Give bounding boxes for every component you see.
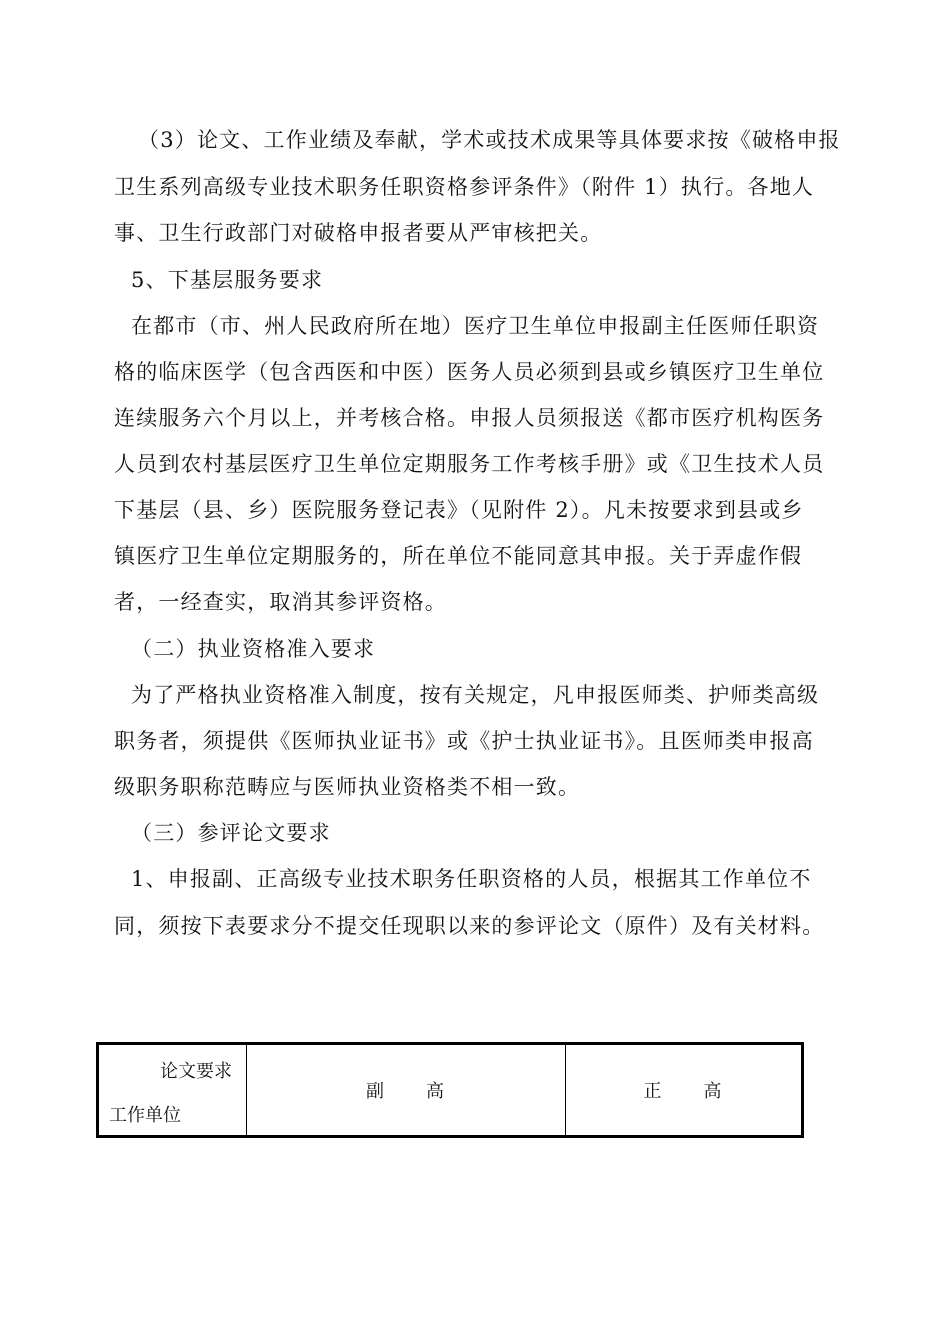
paragraph-line: 连续服务六个月以上，并考核合格。申报人员须报送《都市医疗机构医务	[114, 406, 825, 430]
paragraph-line: 为了严格执业资格准入制度，按有关规定，凡申报医师类、护师类高级	[131, 683, 820, 707]
paragraph-line: 级职务职称范畴应与医师执业资格类不相一致。	[114, 775, 581, 799]
table-corner-cell	[98, 1044, 247, 1137]
corner-label-paper-requirements: 论文要求	[160, 1061, 232, 1082]
paragraph-line: 在都市（市、州人民政府所在地）医疗卫生单位申报副主任医师任职资	[131, 314, 820, 338]
paragraph-line: 者，一经查实，取消其参评资格。	[114, 590, 447, 614]
section-heading: （二）执业资格准入要求	[131, 637, 376, 661]
paper-requirements-table	[96, 1042, 804, 1138]
column-header-deputy-senior: 副 高	[247, 1044, 566, 1137]
paragraph-line: 1、申报副、正高级专业技术职务任职资格的人员，根据其工作单位不	[131, 867, 812, 891]
section-heading: （三）参评论文要求	[131, 821, 331, 845]
section-heading: 5、下基层服务要求	[131, 268, 324, 292]
paragraph-line: 职务者，须提供《医师执业证书》或《护士执业证书》。且医师类申报高	[114, 729, 814, 753]
corner-label-work-unit: 工作单位	[109, 1105, 181, 1126]
paragraph-line: 格的临床医学（包含西医和中医）医务人员必须到县或乡镇医疗卫生单位	[114, 360, 825, 384]
paragraph-line: 同，须按下表要求分不提交任现职以来的参评论文（原件）及有关材料。	[114, 914, 825, 938]
paragraph-line: 镇医疗卫生单位定期服务的，所在单位不能同意其申报。关于弄虚作假	[114, 544, 803, 568]
paragraph-line: 人员到农村基层医疗卫生单位定期服务工作考核手册》或《卫生技术人员	[114, 452, 825, 476]
paragraph-line: （3）论文、工作业绩及奉献，学术或技术成果等具体要求按《破格申报	[138, 128, 841, 152]
column-header-senior: 正 高	[566, 1044, 803, 1137]
paragraph-line: 卫生系列高级专业技术职务任职资格参评条件》（附件 1）执行。各地人	[114, 175, 815, 199]
paragraph-line: 事、卫生行政部门对破格申报者要从严审核把关。	[114, 221, 603, 245]
table-header-row	[98, 1044, 803, 1137]
paragraph-line: 下基层（县、乡）医院服务登记表》（见附件 2）。凡未按要求到县或乡	[114, 498, 804, 522]
